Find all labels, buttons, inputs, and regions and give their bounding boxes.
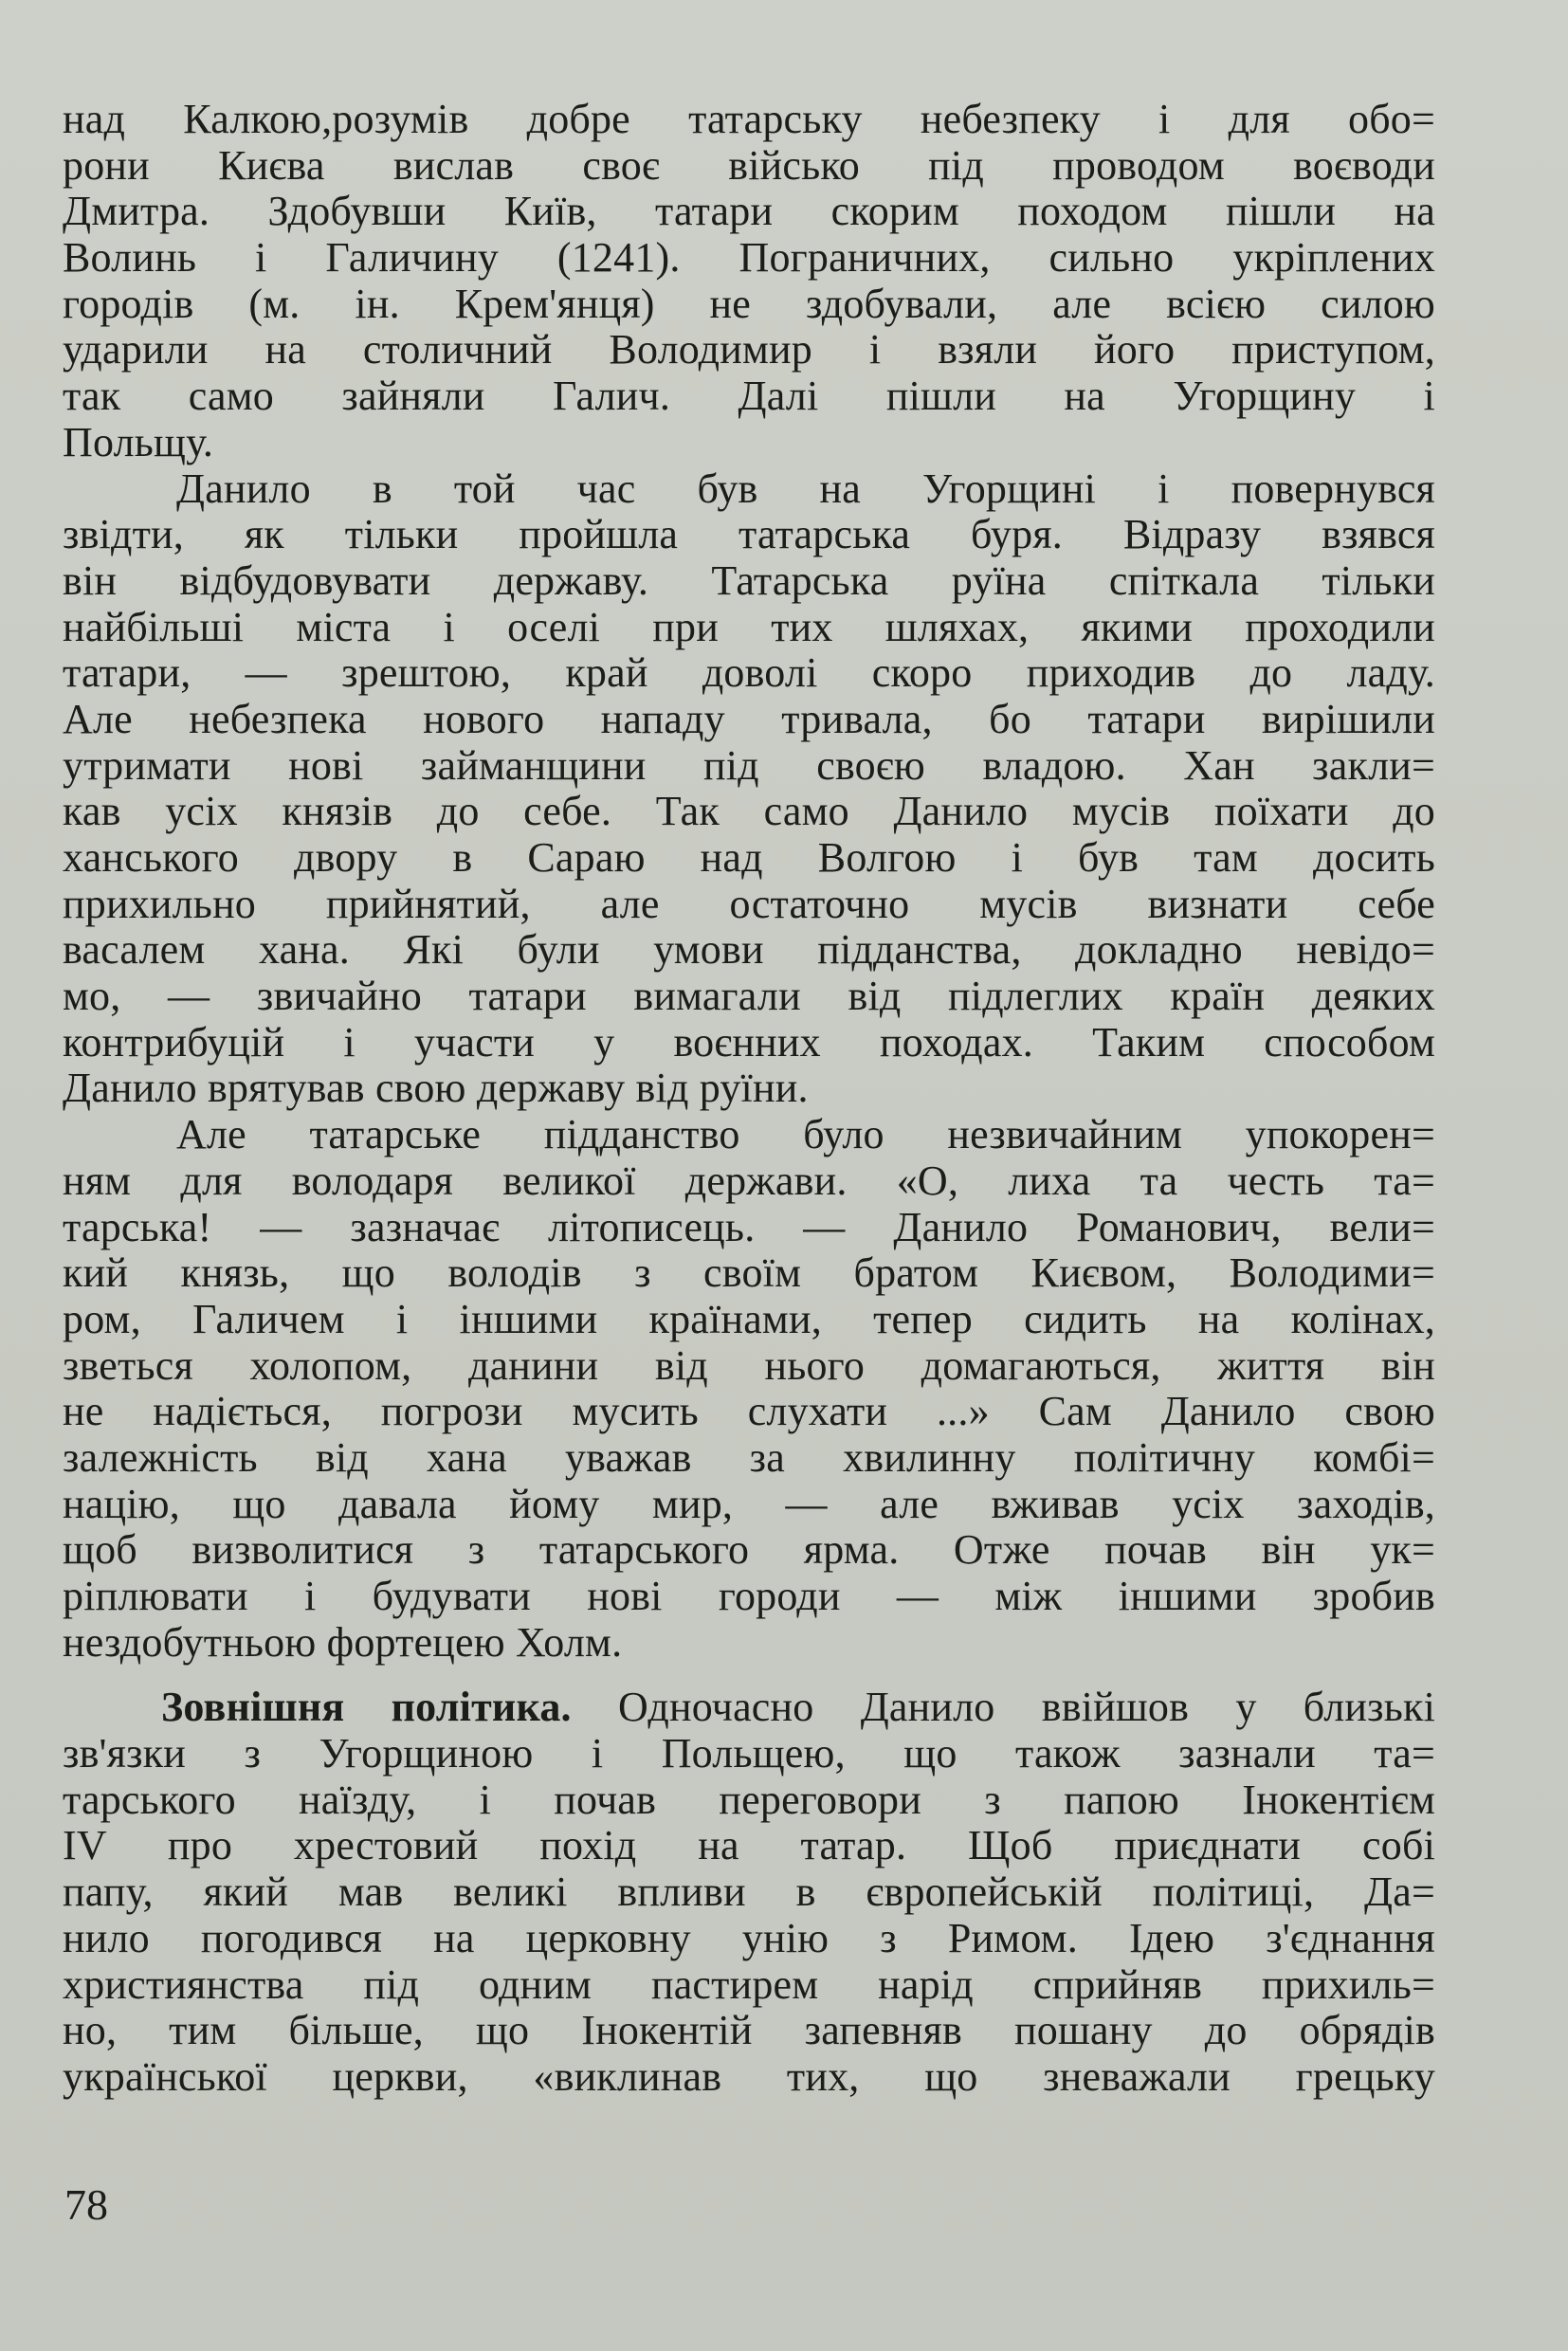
section-heading: Зовнішня політика. [161,1684,572,1731]
text-line: ням для володаря великої держави. «О, лиха та честь та= [63,1157,1435,1204]
text-line: ріплювати і будувати нові городи — між іншими зробив [63,1573,1435,1619]
text-line [63,1685,1435,1731]
text-line: нездобутньою фортецею Холм. [63,1618,623,1666]
text-line: мо, — звичайно татари вимагали від підлеглих країн деяких [63,973,1435,1020]
text-line: ханського двору в Сараю над Волгою і був там досить [63,834,1435,881]
text-line: ударили на столичний Володимир і взяли його приступом, [63,326,1435,374]
text-line: зветься холопом, данини від нього домагаються, життя він [63,1341,1435,1389]
heading-line-rest: Одночасно Данило ввійшов у близькі [571,1684,1436,1731]
text-line: Але татарське підданство було незвичайним упокорен= [176,1111,1435,1158]
paragraph-4 [63,1685,1435,2100]
text-line: зв'язки з Угорщиною і Польщею, що також зазнали та= [63,1730,1435,1777]
paragraph-1 [63,97,1435,466]
text-line: християнства під одним пастирем нарід сприйняв прихиль= [63,1960,1435,2008]
text-line: татари, — зрештою, край доволі скоро приходив до ладу. [63,649,1435,697]
text-line: найбільші міста і оселі при тих шляхах, якими проходили [63,603,1435,650]
text-line: Але небезпека нового нападу тривала, бо татари вирішили [63,695,1435,742]
text-line: городів (м. ін. Крем'янця) не здобували, але всією силою [63,280,1435,327]
text-line: Дмитра. Здобувши Київ, татари скорим походом пішли на [63,188,1435,235]
text-line: тарського наїзду, і почав переговори з папою Інокентієм [63,1776,1435,1823]
paragraph-2 [63,466,1435,1113]
text-line: націю, що давала йому мир, — але вживав усіх заходів, [63,1480,1435,1527]
text-line: утримати нові займанщини під своєю владою. Хан закли= [63,741,1435,789]
text-line: нило погодився на церковну унію з Римом. Ідею з'єднання [63,1914,1435,1961]
body-text [63,97,1435,2101]
text-line: ром, Галичем і іншими країнами, тепер сидить на колінах, [63,1295,1435,1342]
text-line: Данило в той час був на Угорщині і повернувся [176,465,1435,512]
text-line: васалем хана. Які були умови підданства, докладно невідо= [63,926,1435,974]
paragraph-3 [63,1112,1435,1666]
text-line: папу, який мав великі впливи в європейській політиці, Да= [63,1868,1435,1916]
text-line: залежність від хана уважав за хвилинну політичну комбі= [63,1433,1435,1481]
text-line: Польщу. [63,418,214,465]
text-line: української церкви, «виклинав тих, що зневажали грецьку [63,2052,1435,2100]
text-line: щоб визволитися з татарського ярма. Отже почав він ук= [63,1526,1435,1574]
text-line: над Калкою,розумів добре татарську небезпеку і для обо= [63,96,1435,142]
text-line: контрибуцій і участи у воєнних походах. Таким способом [63,1018,1435,1066]
text-line: звідти, як тільки пройшла татарська буря. Відразу взявся [63,511,1435,558]
text-line: він відбудовувати державу. Татарська руїна спіткала тільки [63,556,1435,604]
text-line: кий князь, що володів з своїм братом Києвом, Володими= [63,1249,1435,1297]
text-line: рони Києва вислав своє військо під проводом воєводи [63,141,1435,189]
text-line: прихильно прийнятий, але остаточно мусів визнати себе [63,880,1435,927]
text-line: IV про хрестовий похід на татар. Щоб приєднати собі [63,1822,1435,1869]
text-line: но, тим більше, що Інокентій запевняв пошану до обрядів [63,2007,1435,2054]
text-line: кав усіх князів до себе. Так само Данило мусів поїхати до [63,788,1435,835]
text-line: не надіється, погрози мусить слухати ...» Сам Данило свою [63,1388,1435,1435]
text-line: тарська! — зазначає літописець. — Данило Романович, вели= [63,1203,1435,1250]
page-number: 78 [64,2180,108,2229]
text-line: так само зайняли Галич. Далі пішли на Угорщину і [63,373,1435,420]
text-line: Волинь і Галичину (1241). Пограничних, сильно укріплених [63,234,1435,282]
text-line: Данило врятував свою державу від руїни. [63,1065,809,1112]
